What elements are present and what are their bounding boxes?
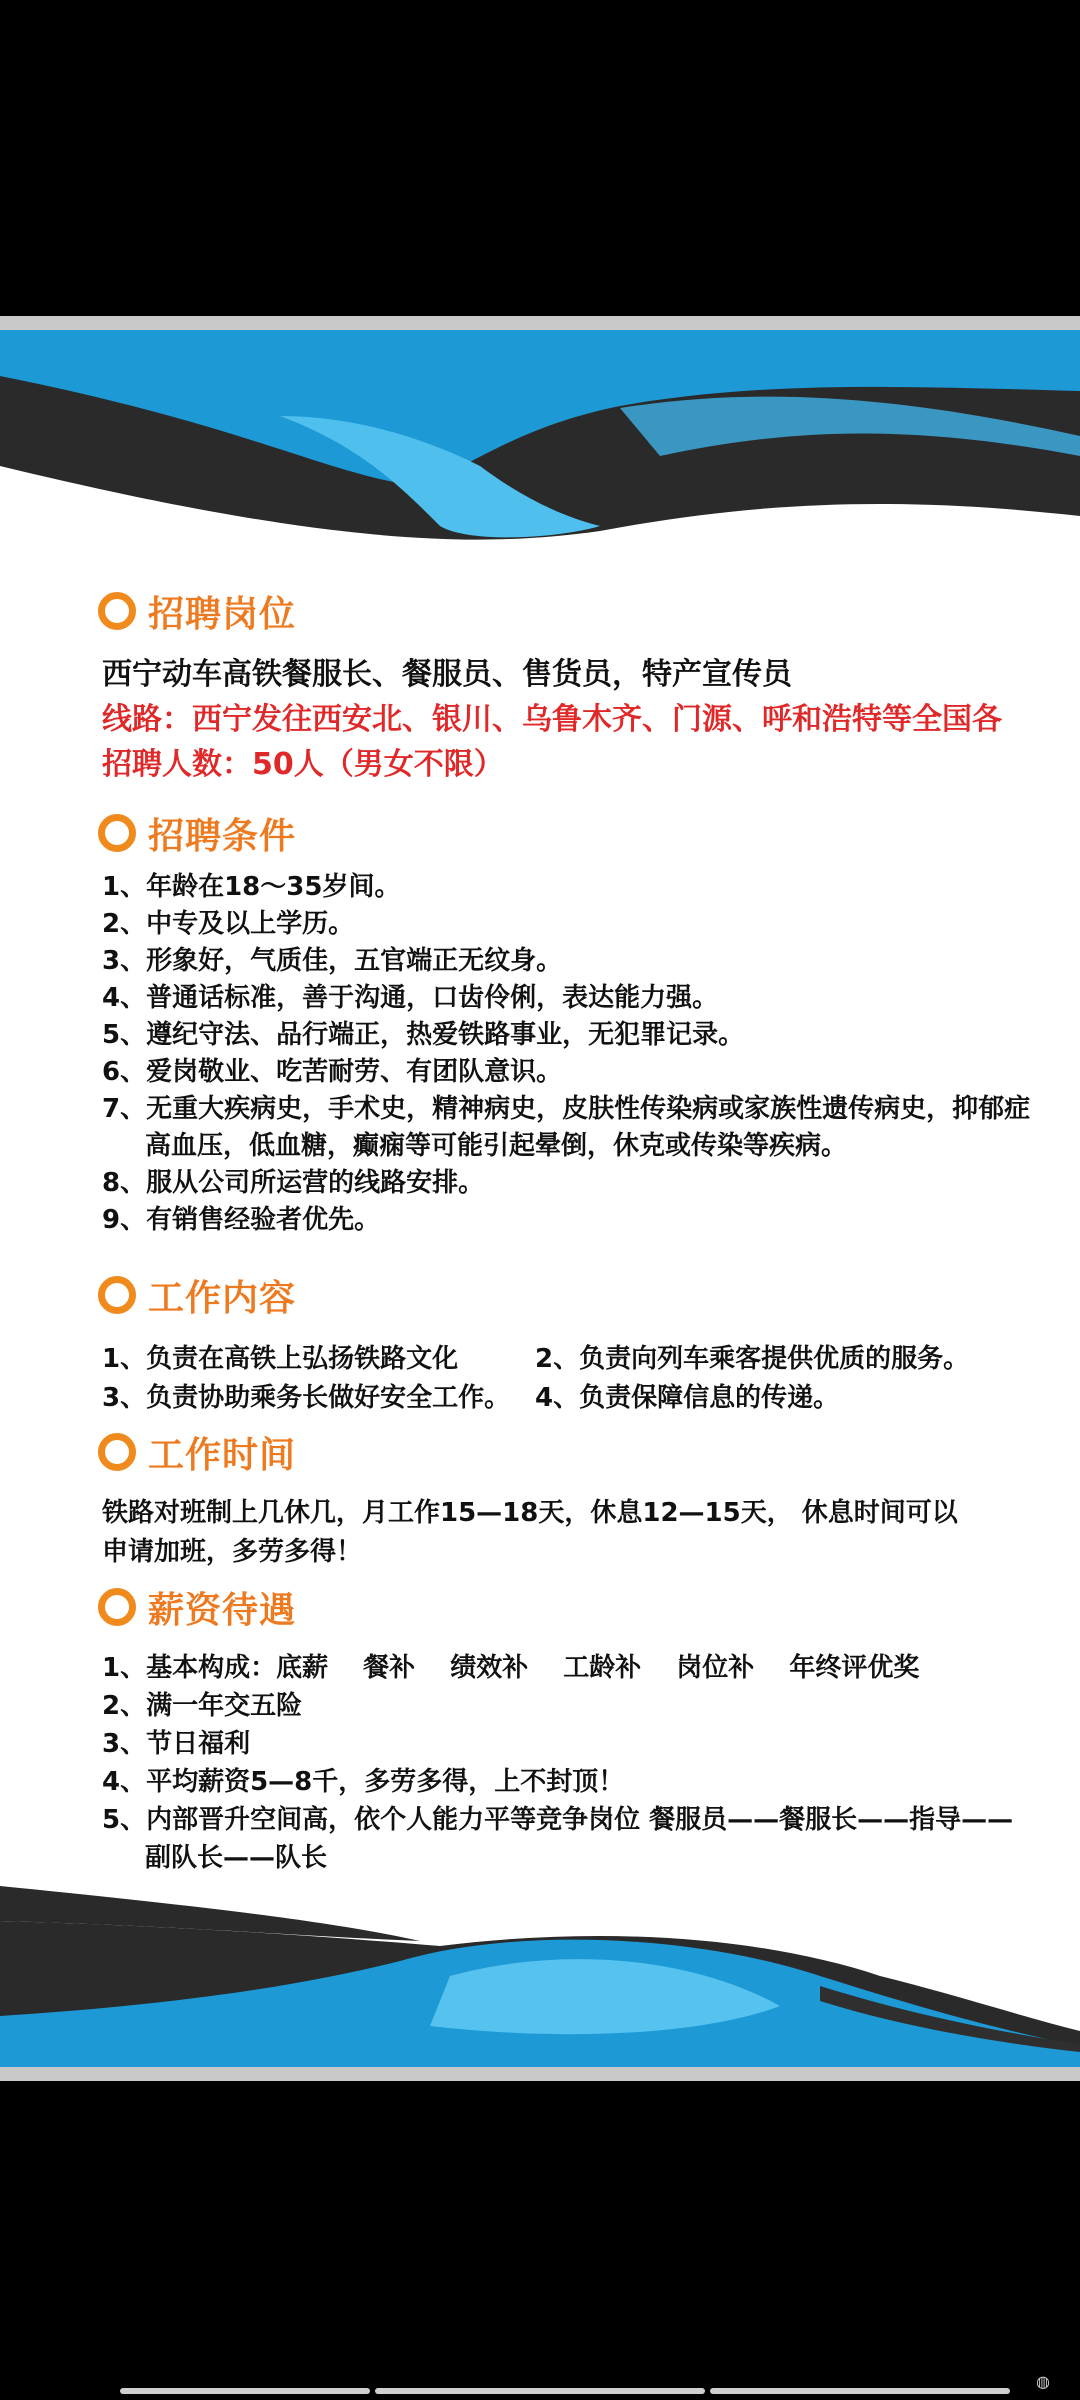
bullet-ring-icon xyxy=(98,1276,136,1314)
recruitment-poster xyxy=(0,316,1080,2081)
watermark-icon: ◍ xyxy=(1036,2372,1050,2391)
bottom-wave-banner xyxy=(0,1866,1080,2081)
requirement-item-continued: 高血压，低血糖，癫痫等可能引起晕倒，休克或传染等疾病。 xyxy=(145,1131,848,1161)
bullet-ring-icon xyxy=(98,814,136,852)
salary-item: 4、平均薪资5—8千，多劳多得，上不封顶！ xyxy=(102,1767,625,1797)
section-duties-header xyxy=(98,1266,296,1324)
top-wave-banner xyxy=(0,316,1080,556)
salary-item: 3、节日福利 xyxy=(102,1729,251,1759)
duty-item: 1、负责在高铁上弘扬铁路文化 xyxy=(102,1344,459,1374)
hours-line: 申请加班，多劳多得！ xyxy=(102,1537,363,1567)
section-salary-header xyxy=(98,1578,296,1636)
requirement-item: 3、形象好，气质佳，五官端正无纹身。 xyxy=(102,946,563,976)
salary-item-continued: 副队长——队长 xyxy=(145,1843,328,1873)
requirement-item: 1、年龄在18～35岁间。 xyxy=(102,872,401,902)
bullet-ring-icon xyxy=(98,1588,136,1626)
section-title: 薪资待遇 xyxy=(148,1589,297,1631)
section-requirements-header xyxy=(98,804,296,862)
hours-line: 铁路对班制上几休几，月工作15—18天，休息12—15天， 休息时间可以 xyxy=(102,1498,958,1528)
section-title: 招聘岗位 xyxy=(148,593,297,635)
bullet-ring-icon xyxy=(98,1433,136,1471)
salary-item: 5、内部晋升空间高，依个人能力平等竞争岗位 餐服员——餐服长——指导—— xyxy=(102,1805,1014,1835)
duty-item: 2、负责向列车乘客提供优质的服务。 xyxy=(535,1344,970,1374)
requirement-item: 9、有销售经验者优先。 xyxy=(102,1205,381,1235)
home-indicator-segment xyxy=(710,2388,1010,2394)
section-title: 工作时间 xyxy=(148,1434,297,1476)
requirement-item: 7、无重大疾病史，手术史，精神病史，皮肤性传染病或家族性遗传病史，抑郁症 xyxy=(102,1094,1031,1124)
home-indicator-segment xyxy=(375,2388,705,2394)
duty-item: 4、负责保障信息的传递。 xyxy=(535,1383,840,1413)
section-title: 工作内容 xyxy=(148,1277,297,1319)
section-positions-header xyxy=(98,582,296,640)
poster-bottom-edge xyxy=(0,2067,1080,2081)
requirement-item: 8、服从公司所运营的线路安排。 xyxy=(102,1168,485,1198)
positions-roles: 西宁动车高铁餐服长、餐服员、售货员，特产宣传员 xyxy=(102,657,792,692)
requirement-item: 4、普通话标准，善于沟通，口齿伶俐，表达能力强。 xyxy=(102,983,719,1013)
salary-item: 1、基本构成：底薪 餐补 绩效补 工龄补 岗位补 年终评优奖 xyxy=(102,1653,920,1683)
home-indicator-segment xyxy=(120,2388,370,2394)
requirement-item: 5、遵纪守法、品行端正，热爱铁路事业，无犯罪记录。 xyxy=(102,1020,745,1050)
positions-headcount: 招聘人数：50人（男女不限） xyxy=(102,747,504,782)
section-hours-header xyxy=(98,1423,296,1481)
requirement-item: 2、中专及以上学历。 xyxy=(102,909,355,939)
positions-route: 线路：西宁发往西安北、银川、乌鲁木齐、门源、呼和浩特等全国各 xyxy=(102,702,1002,737)
duty-item: 3、负责协助乘务长做好安全工作。 xyxy=(102,1383,511,1413)
section-title: 招聘条件 xyxy=(148,815,297,857)
salary-item: 2、满一年交五险 xyxy=(102,1691,303,1721)
bullet-ring-icon xyxy=(98,592,136,630)
requirement-item: 6、爱岗敬业、吃苦耐劳、有团队意识。 xyxy=(102,1057,563,1087)
